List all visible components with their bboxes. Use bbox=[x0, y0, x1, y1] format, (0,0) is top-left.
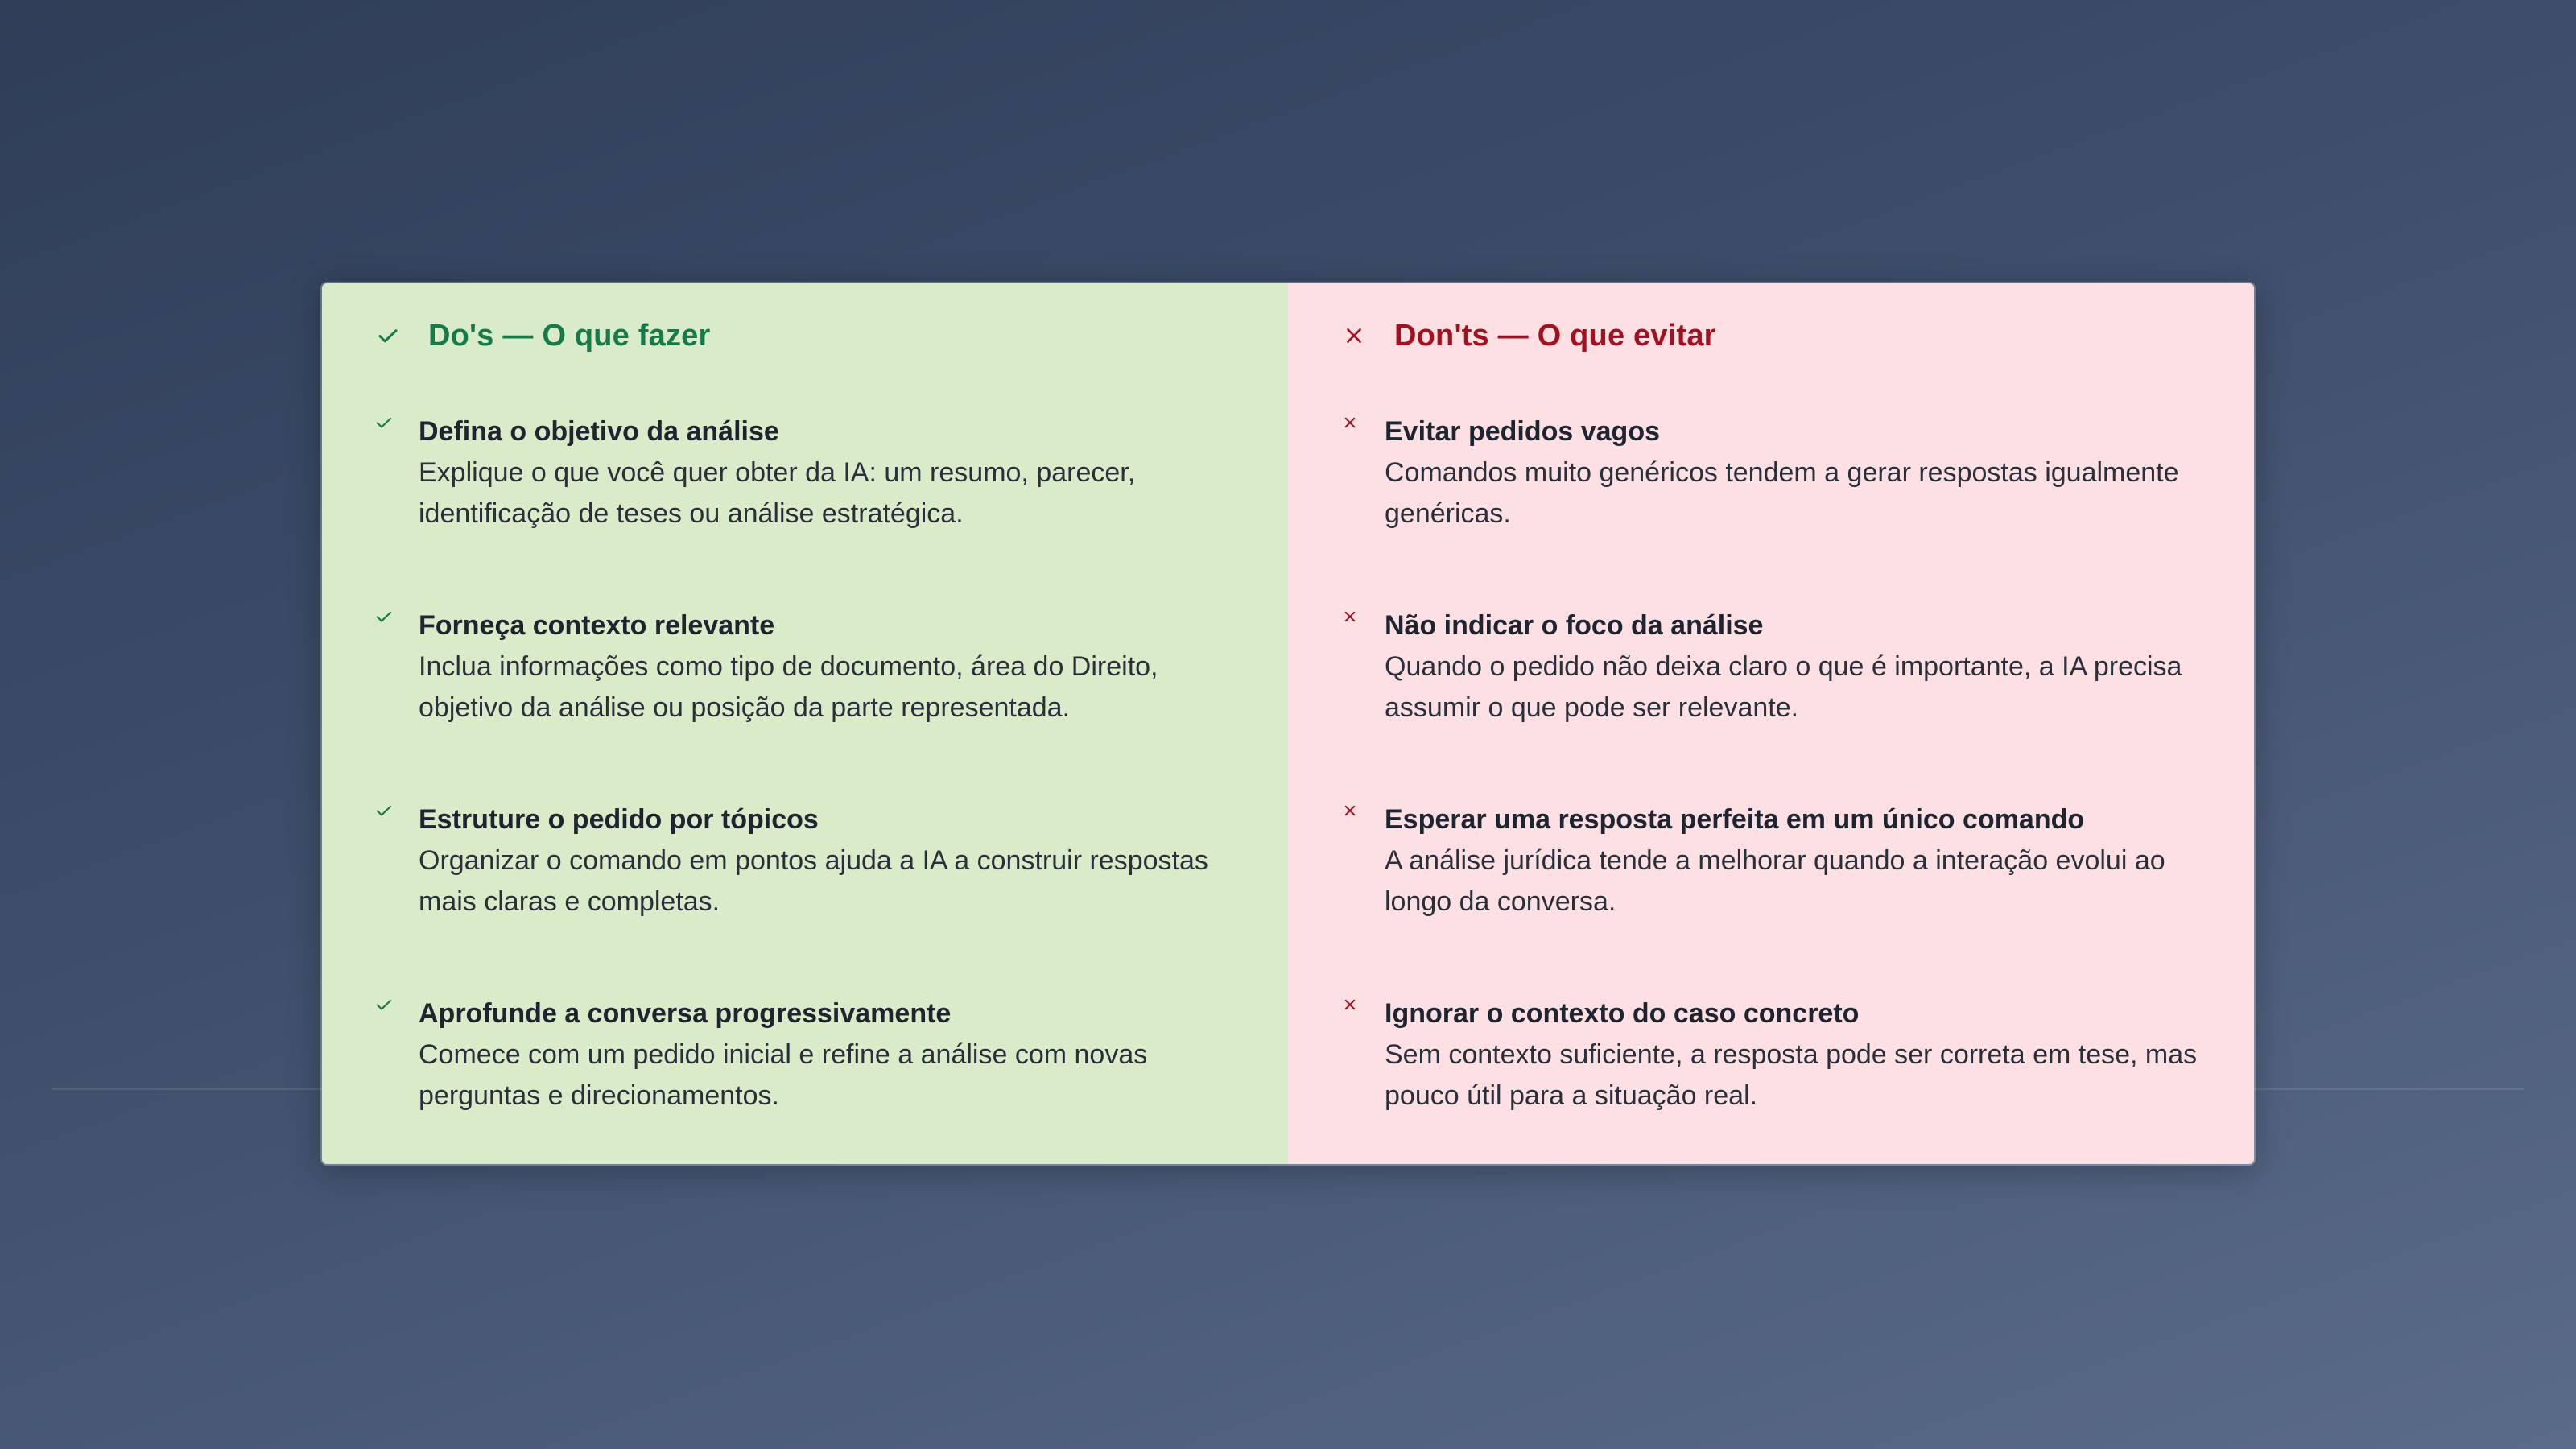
list-item bbox=[1338, 605, 2212, 799]
item-title: Evitar pedidos vagos bbox=[1385, 416, 1660, 447]
list-item bbox=[1338, 993, 2212, 1166]
x-icon bbox=[1338, 605, 1362, 629]
dos-title: Do's — O que fazer bbox=[428, 318, 711, 353]
item-description: Comece com um pedido inicial e refine a análise com novas perguntas e direcionamentos. bbox=[419, 1039, 1148, 1111]
list-item bbox=[372, 605, 1246, 799]
list-item bbox=[1338, 411, 2212, 605]
check-icon bbox=[372, 605, 396, 629]
item-description: Organizar o comando em pontos ajuda a IA a construir respostas mais claras e completas. bbox=[419, 845, 1208, 917]
list-item bbox=[372, 411, 1246, 605]
item-description: Quando o pedido não deixa claro o que é importante, a IA precisa assumir o que pode ser relevante. bbox=[1385, 651, 2182, 723]
check-icon bbox=[372, 411, 396, 435]
item-text bbox=[1385, 993, 2212, 1117]
item-text bbox=[1385, 411, 2212, 535]
item-title: Não indicar o foco da análise bbox=[1385, 610, 1764, 641]
check-icon bbox=[372, 799, 396, 823]
item-title: Estruture o pedido por tópicos bbox=[419, 804, 819, 835]
donts-column bbox=[1288, 283, 2254, 1164]
item-description: Comandos muito genéricos tendem a gerar respostas igualmente genéricas. bbox=[1385, 457, 2179, 529]
check-icon bbox=[372, 993, 396, 1017]
item-description: Inclua informações como tipo de documento, área do Direito, objetivo da análise ou posição da parte representada. bbox=[419, 651, 1158, 723]
item-text bbox=[1385, 799, 2212, 923]
dos-column bbox=[322, 283, 1288, 1164]
donts-header bbox=[1338, 312, 2212, 359]
item-text bbox=[419, 993, 1246, 1117]
item-text bbox=[1385, 605, 2212, 729]
x-icon bbox=[1338, 799, 1362, 823]
check-icon bbox=[372, 320, 404, 352]
item-description: Explique o que você quer obter da IA: um resumo, parecer, identificação de teses ou análise estratégica. bbox=[419, 457, 1136, 529]
item-text bbox=[419, 799, 1246, 923]
item-text bbox=[419, 605, 1246, 729]
item-title: Aprofunde a conversa progressivamente bbox=[419, 998, 952, 1029]
dos-donts-card bbox=[320, 282, 2256, 1166]
item-text bbox=[419, 411, 1246, 535]
x-icon bbox=[1338, 993, 1362, 1017]
item-title: Forneça contexto relevante bbox=[419, 610, 775, 641]
item-description: Sem contexto suficiente, a resposta pode ser correta em tese, mas pouco útil para a situação real. bbox=[1385, 1039, 2198, 1111]
dos-header bbox=[372, 312, 1246, 359]
x-icon bbox=[1338, 411, 1362, 435]
item-description: A análise jurídica tende a melhorar quando a interação evolui ao longo da conversa. bbox=[1385, 845, 2165, 917]
item-title: Ignorar o contexto do caso concreto bbox=[1385, 998, 1860, 1029]
x-icon bbox=[1338, 320, 1370, 352]
item-title: Esperar uma resposta perfeita em um único comando bbox=[1385, 804, 2085, 835]
list-item bbox=[372, 799, 1246, 993]
item-title: Defina o objetivo da análise bbox=[419, 416, 779, 447]
donts-title: Don'ts — O que evitar bbox=[1394, 318, 1716, 353]
list-item bbox=[1338, 799, 2212, 993]
list-item bbox=[372, 993, 1246, 1166]
